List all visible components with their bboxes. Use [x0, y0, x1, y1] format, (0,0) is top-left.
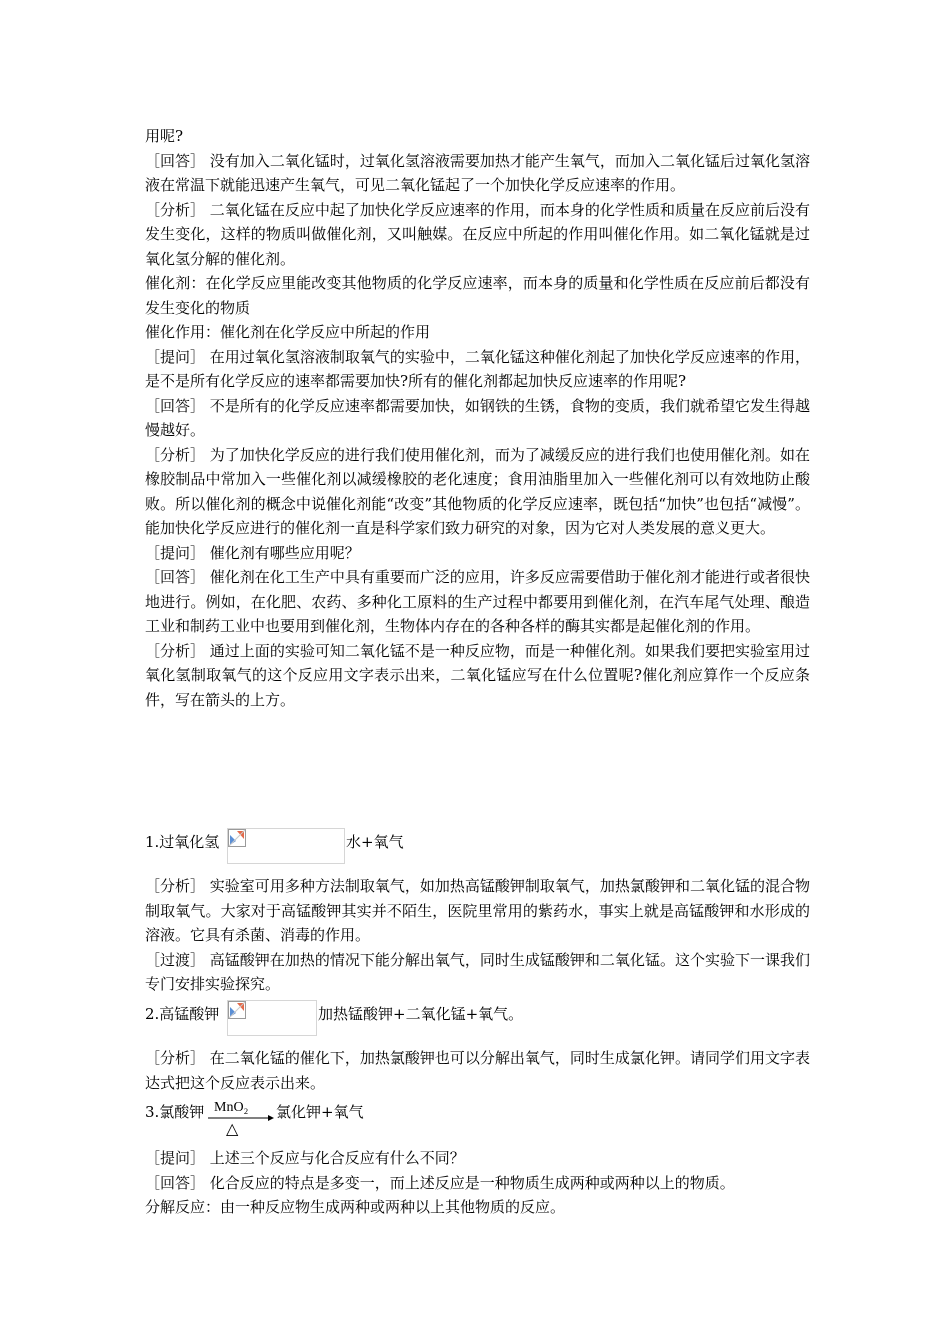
- reaction-arrow-icon: [208, 1114, 274, 1122]
- broken-image-icon: [228, 1001, 246, 1019]
- body-text-top: [145, 124, 810, 712]
- body-text-mid2: [145, 1046, 810, 1095]
- paragraph: ［提问］ 上述三个反应与化合反应有什么不同？: [145, 1149, 465, 1167]
- body-text-bottom: [145, 1146, 810, 1220]
- broken-image-frame: [227, 828, 345, 864]
- paragraph: ［分析］ 在二氧化锰的催化下，加热氯酸钾也可以分解出氧气，同时生成氯化钾。请同学们用文字表达式把这个反应表示出来。: [145, 1049, 810, 1092]
- eq2-reactant: 2.高锰酸钾: [145, 1005, 220, 1023]
- paragraph: ［回答］ 催化剂在化工生产中具有重要而广泛的应用，许多反应需要借助于催化剂才能进行或者很快地进行。例如，在化肥、农药、多种化工原料的生产过程中都要用到催化剂，在汽车尾气处理、酿造工业和制药工业中也要用到催化剂，生物体内存在的各种各样的酶其实都是起催化剂的作用。: [145, 568, 810, 635]
- heat-condition: △: [226, 1121, 239, 1138]
- paragraph: ［分析］ 二氧化锰在反应中起了加快化学反应速率的作用，而本身的化学性质和质量在反应前后没有发生变化，这样的物质叫做催化剂，又叫触媒。在反应中所起的作用叫催化作用。如二氧化锰就是过氧化氢分解的催化剂。: [145, 200, 810, 268]
- paragraph: ［提问］ 在用过氧化氢溶液制取氧气的实验中，二氧化锰这种催化剂起了加快化学反应速率的作用，是不是所有化学反应的速率都需要加快?所有的催化剂都起加快反应速率的作用呢?: [145, 347, 810, 390]
- paragraph: ［回答］ 化合反应的特点是多变一，而上述反应是一种物质生成两种或两种以上的物质。: [145, 1173, 735, 1192]
- equation-2: [145, 1002, 565, 1038]
- eq1-products: 水+氧气: [346, 833, 404, 851]
- equation-3: [145, 1100, 465, 1140]
- body-text-mid: [145, 874, 810, 997]
- paragraph: 催化作用：催化剂在化学反应中所起的作用: [145, 323, 431, 341]
- paragraph: ［分析］ 实验室可用多种方法制取氧气，如加热高锰酸钾制取氧气，加热氯酸钾和二氧化锰的混合物制取氧气。大家对于高锰酸钾其实并不陌生，医院里常用的紫药水，事实上就是高锰酸钾和水形成的溶液。它具有杀菌、消毒的作用。: [145, 877, 810, 944]
- paragraph: ［分析］ 为了加快化学反应的进行我们使用催化剂，而为了减缓反应的进行我们也使用催化剂。如在橡胶制品中常加入一些催化剂以减缓橡胶的老化速度；食用油脂里加入一些催化剂可以有效地防止酸败。所以催化剂的概念中说催化剂能“改变”其他物质的化学反应速率，既包括“加快”也包括“减慢”。能加快化学反应进行的催化剂一直是科学家们致力研究的对象，因为它对人类发展的意义更大。: [145, 445, 810, 537]
- broken-image-frame: [227, 1000, 317, 1036]
- paragraph: 用呢?: [145, 127, 184, 145]
- broken-image-icon: [228, 829, 246, 847]
- paragraph: ［回答］ 没有加入二氧化锰时，过氧化氢溶液需要加热才能产生氧气，而加入二氧化锰后过氧化氢溶液在常温下就能迅速产生氧气，可见二氧化锰起了一个加快化学反应速率的作用。: [145, 151, 810, 194]
- eq3-products: 氯化钾+氧气: [276, 1103, 364, 1121]
- eq3-reactant: 3.氯酸钾: [145, 1103, 205, 1121]
- equation-1: [145, 830, 445, 866]
- paragraph: 催化剂：在化学反应里能改变其他物质的化学反应速率，而本身的质量和化学性质在反应前后都没有发生变化的物质: [145, 274, 810, 317]
- paragraph: ［回答］ 不是所有的化学反应速率都需要加快，如钢铁的生锈，食物的变质，我们就希望它发生得越慢越好。: [145, 396, 810, 439]
- eq2-products: 加热锰酸钾+二氧化锰+氧气。: [318, 1005, 524, 1023]
- eq1-reactant: 1.过氧化氢: [145, 833, 220, 851]
- paragraph: ［过渡］ 高锰酸钾在加热的情况下能分解出氧气，同时生成锰酸钾和二氧化锰。这个实验下一课我们专门安排实验探究。: [145, 950, 810, 993]
- paragraph: ［分析］ 通过上面的实验可知二氧化锰不是一种反应物，而是一种催化剂。如果我们要把实验室用过氧化氢制取氧气的这个反应用文字表示出来，二氧化锰应写在什么位置呢?催化剂应算作一个反应条件，写在箭头的上方。: [145, 641, 810, 709]
- paragraph: 分解反应：由一种反应物生成两种或两种以上其他物质的反应。: [145, 1198, 566, 1216]
- paragraph: ［提问］ 催化剂有哪些应用呢？: [145, 543, 360, 562]
- catalyst-label: MnO₂: [214, 1100, 249, 1115]
